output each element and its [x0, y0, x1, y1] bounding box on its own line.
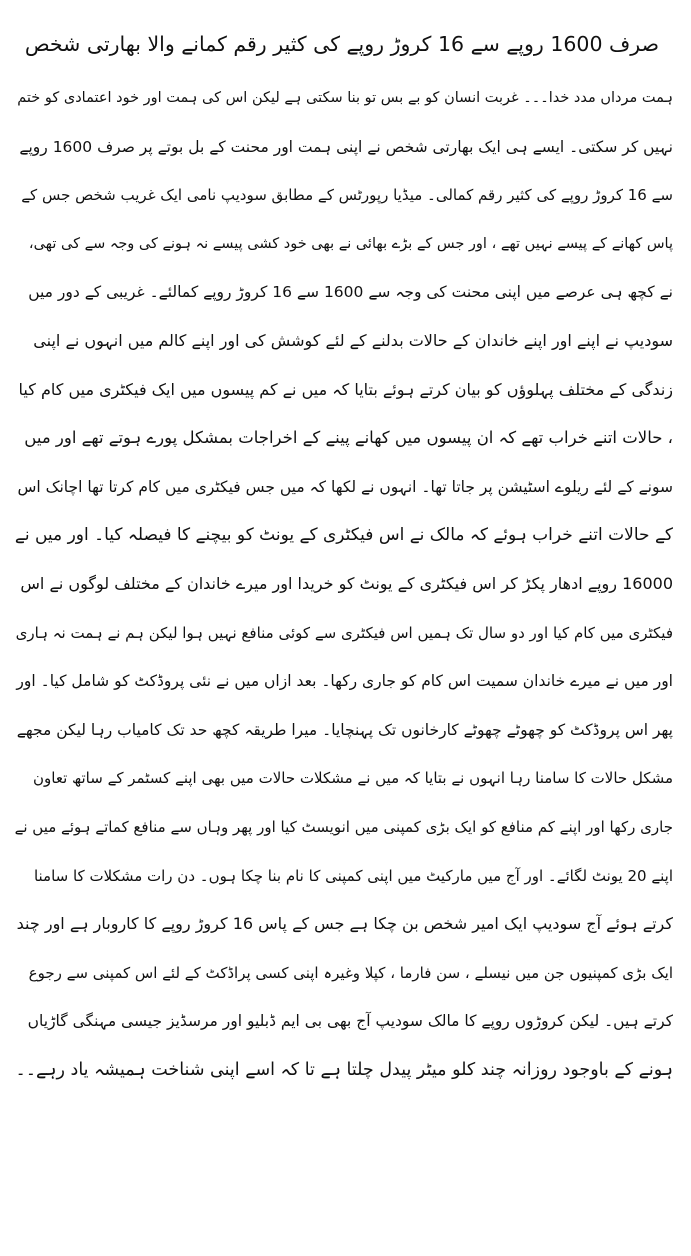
body-line: سونے کے لئے ریلوے اسٹیشن پر جاتا تھا۔ انہوں نے لکھا کہ میں جس فیکٹری میں کام کرتا تھا اچانک اس — [17, 477, 673, 496]
body-line: ، حالات اتنے خراب تھے کہ ان پیسوں میں کھانے پینے کے اخراجات بمشکل پورے ہوتے تھے اور میں — [24, 428, 673, 448]
body-line: کے حالات اتنے خراب ہوئے کہ مالک نے اس فیکٹری کے یونٹ کو بیچنے کا فیصلہ کیا۔ اور میں نے — [14, 525, 673, 546]
body-line: اور میں نے میرے خاندان سمیت اس کام کو جاری رکھا۔ بعد ازاں میں نے نئی پروڈکٹ کو شامل کیا۔ اور — [16, 672, 673, 691]
body-line: کرتے ہیں۔ لیکن کروڑوں روپے کا مالک سودیپ آج بھی بی ایم ڈبلیو اور مرسڈیز جیسی مہنگی گاڑیاں — [27, 1012, 673, 1031]
body-line: جاری رکھا اور اپنے کم منافع کو ایک بڑی کمپنی میں انویسٹ کیا اور پھر وہاں سے منافع کماتے ہوئے میں نے — [14, 817, 673, 836]
body-line: نے کچھ ہی عرصے میں اپنی محنت کی وجہ سے 1600 سے 16 کروڑ روپے کمالئے۔ غریبی کے دور میں — [28, 283, 673, 302]
body-line: زندگی کے مختلف پہلوؤں کو بیان کرتے ہوئے بتایا کہ میں نے کم پیسوں میں ایک فیکٹری میں کام کیا — [18, 379, 673, 399]
body-line: پاس کھانے کے پیسے نہیں تھے ، اور جس کے بڑے بھائی نے بھی خود کشی پیسے نہ ہونے کی وجہ سے کی تھی، — [28, 235, 673, 252]
body-line: سے 16 کروڑ روپے کی کثیر رقم کمالی۔ میڈیا رپورٹس کے مطابق سودیپ نامی ایک غریب شخص جس کے — [21, 186, 673, 205]
article-body — [14, 74, 673, 1094]
body-line: نہیں کر سکتی۔ ایسے ہی ایک بھارتی شخص نے اپنی ہمت اور محنت کے بل بوتے پر صرف 1600 روپے — [19, 137, 673, 156]
body-line: اپنے 20 یونٹ لگائے۔ اور آج میں مارکیٹ میں اپنی کمپنی کا نام بنا چکا ہوں۔ دن رات مشکلات کا سامنا — [33, 866, 673, 885]
body-line: پھر اس پروڈکٹ کو چھوٹے چھوٹے کارخانوں تک پہنچایا۔ میرا طریقہ کچھ حد تک کامیاب رہا لیکن مجھے — [16, 720, 673, 739]
body-line: کرتے ہوئے آج سودیپ ایک امیر شخص بن چکا ہے جس کے پاس 16 کروڑ روپے کا کاروبار ہے اور چند — [16, 914, 673, 934]
body-line: فیکٹری میں کام کیا اور دو سال تک ہمیں اس فیکٹری سے کوئی منافع نہیں ہوا لیکن ہم نے ہمت نہ ہاری — [15, 623, 673, 642]
body-line: مشکل حالات کا سامنا رہا انہوں نے بتایا کہ میں نے مشکلات حالات میں بھی اپنے کسٹمر کے ساتھ تعاون — [33, 769, 673, 788]
body-line: ہمت مرداں مدد خدا۔۔۔ غربت انسان کو بے بس تو بنا سکتی ہے لیکن اس کی ہمت اور خود اعتمادی کو ختم — [17, 90, 673, 106]
body-line: ایک بڑی کمپنیوں جن میں نیسلے ، سن فارما ، کپلا وغیرہ اپنی کسی پراڈکٹ کے لئے اس کمپنی سے رجوع — [28, 963, 673, 982]
body-line: ہونے کے باوجود روزانہ چند کلو میٹر پیدل چلتا ہے تا کہ اسے اپنی شناخت ہمیشہ یاد رہے۔۔ — [15, 1059, 673, 1080]
article-title: صرف 1600 روپے سے 16 کروڑ روپے کی کثیر رقم کمانے والا بھارتی شخص — [24, 32, 659, 56]
body-line: 16000 روپے ادھار پکڑ کر اس فیکٹری کے یونٹ کو خریدا اور میرے خاندان کے مختلف لوگوں نے اس — [20, 573, 673, 593]
body-line: سودیپ نے اپنے اور اپنے خاندان کے حالات بدلنے کے لئے کوشش کی اور اپنے کالم میں انہوں نے اپنی — [33, 330, 673, 350]
